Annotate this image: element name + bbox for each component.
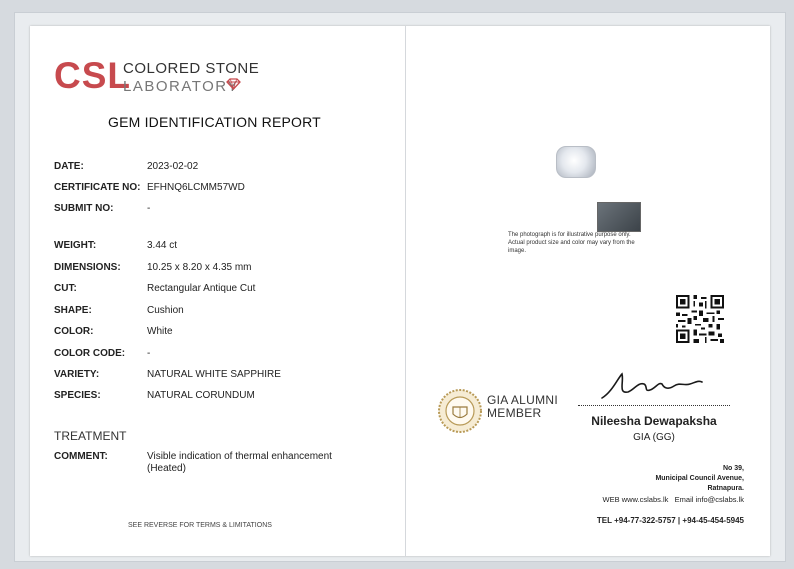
qr-code-icon bbox=[676, 295, 724, 343]
submit-no-value: - bbox=[147, 203, 151, 214]
web-url: www.cslabs.lk bbox=[621, 495, 669, 504]
signature-icon bbox=[598, 368, 708, 404]
certificate-no-value: EFHNQ6LCMM57WD bbox=[147, 182, 245, 193]
report-title: GEM IDENTIFICATION REPORT bbox=[108, 114, 321, 130]
gia-line-1: GIA ALUMNI bbox=[487, 393, 559, 407]
weight-value: 3.44 ct bbox=[147, 240, 178, 251]
address-line-3: Ratnapura. bbox=[707, 485, 744, 492]
variety-label: VARIETY: bbox=[54, 369, 100, 380]
shape-value: Cushion bbox=[147, 305, 184, 316]
tel-number-2: +94-45-454-5945 bbox=[682, 516, 744, 525]
photo-disclaimer: The photograph is for illustrative purpose only. Actual product size and color may vary from the image. bbox=[508, 232, 635, 254]
tel-number-1: +94-77-322-5757 bbox=[614, 516, 676, 525]
color-swatch bbox=[597, 202, 641, 232]
fold-line bbox=[405, 26, 406, 556]
date-value: 2023-02-02 bbox=[147, 161, 199, 172]
species-value: NATURAL CORUNDUM bbox=[147, 390, 255, 401]
web-label: WEB bbox=[602, 495, 620, 504]
logo-abbreviation: CSL bbox=[54, 55, 131, 96]
gia-line-2: MEMBER bbox=[487, 406, 542, 420]
gia-member-text bbox=[487, 394, 558, 420]
comment-line-2: (Heated) bbox=[147, 463, 186, 474]
logo-line-1: COLORED STONE bbox=[123, 60, 260, 77]
comment-line-1: Visible indication of thermal enhancement bbox=[147, 451, 332, 462]
diamond-icon bbox=[226, 78, 241, 90]
email-label: Email bbox=[674, 495, 694, 504]
comment-label: COMMENT: bbox=[54, 451, 108, 462]
cut-label: CUT: bbox=[54, 283, 77, 294]
web-email-line bbox=[520, 495, 744, 504]
variety-value: NATURAL WHITE SAPPHIRE bbox=[147, 369, 281, 380]
submit-no-label: SUBMIT NO: bbox=[54, 203, 114, 214]
weight-label: WEIGHT: bbox=[54, 240, 97, 251]
species-label: SPECIES: bbox=[54, 390, 101, 401]
gemstone-photo bbox=[556, 146, 596, 178]
dimensions-value: 10.25 x 8.20 x 4.35 mm bbox=[147, 262, 252, 273]
tel-label: TEL bbox=[596, 516, 612, 525]
email-address: info@cslabs.lk bbox=[695, 495, 744, 504]
color-value: White bbox=[147, 326, 173, 337]
cut-value: Rectangular Antique Cut bbox=[147, 283, 256, 294]
color-label: COLOR: bbox=[54, 326, 94, 337]
signature-line bbox=[578, 405, 730, 406]
telephone-line: TEL +94-77-322-5757 | +94-45-454-5945 bbox=[596, 516, 744, 525]
signatory-name: Nileesha Dewapaksha bbox=[591, 414, 717, 428]
certificate-no-label: CERTIFICATE NO: bbox=[54, 182, 141, 193]
signatory-credential: GIA (GG) bbox=[633, 432, 675, 443]
logo-line-2: LABORATORY bbox=[123, 78, 239, 95]
address-line-2: Municipal Council Avenue, bbox=[655, 475, 744, 482]
gia-seal-icon bbox=[437, 388, 483, 434]
color-code-value: - bbox=[147, 348, 151, 359]
terms-note: SEE REVERSE FOR TERMS & LIMITATIONS bbox=[128, 522, 272, 529]
dimensions-label: DIMENSIONS: bbox=[54, 262, 121, 273]
date-label: DATE: bbox=[54, 161, 84, 172]
color-code-label: COLOR CODE: bbox=[54, 348, 126, 359]
address-line-1: No 39, bbox=[722, 465, 744, 472]
treatment-heading: TREATMENT bbox=[54, 429, 127, 443]
shape-label: SHAPE: bbox=[54, 305, 92, 316]
